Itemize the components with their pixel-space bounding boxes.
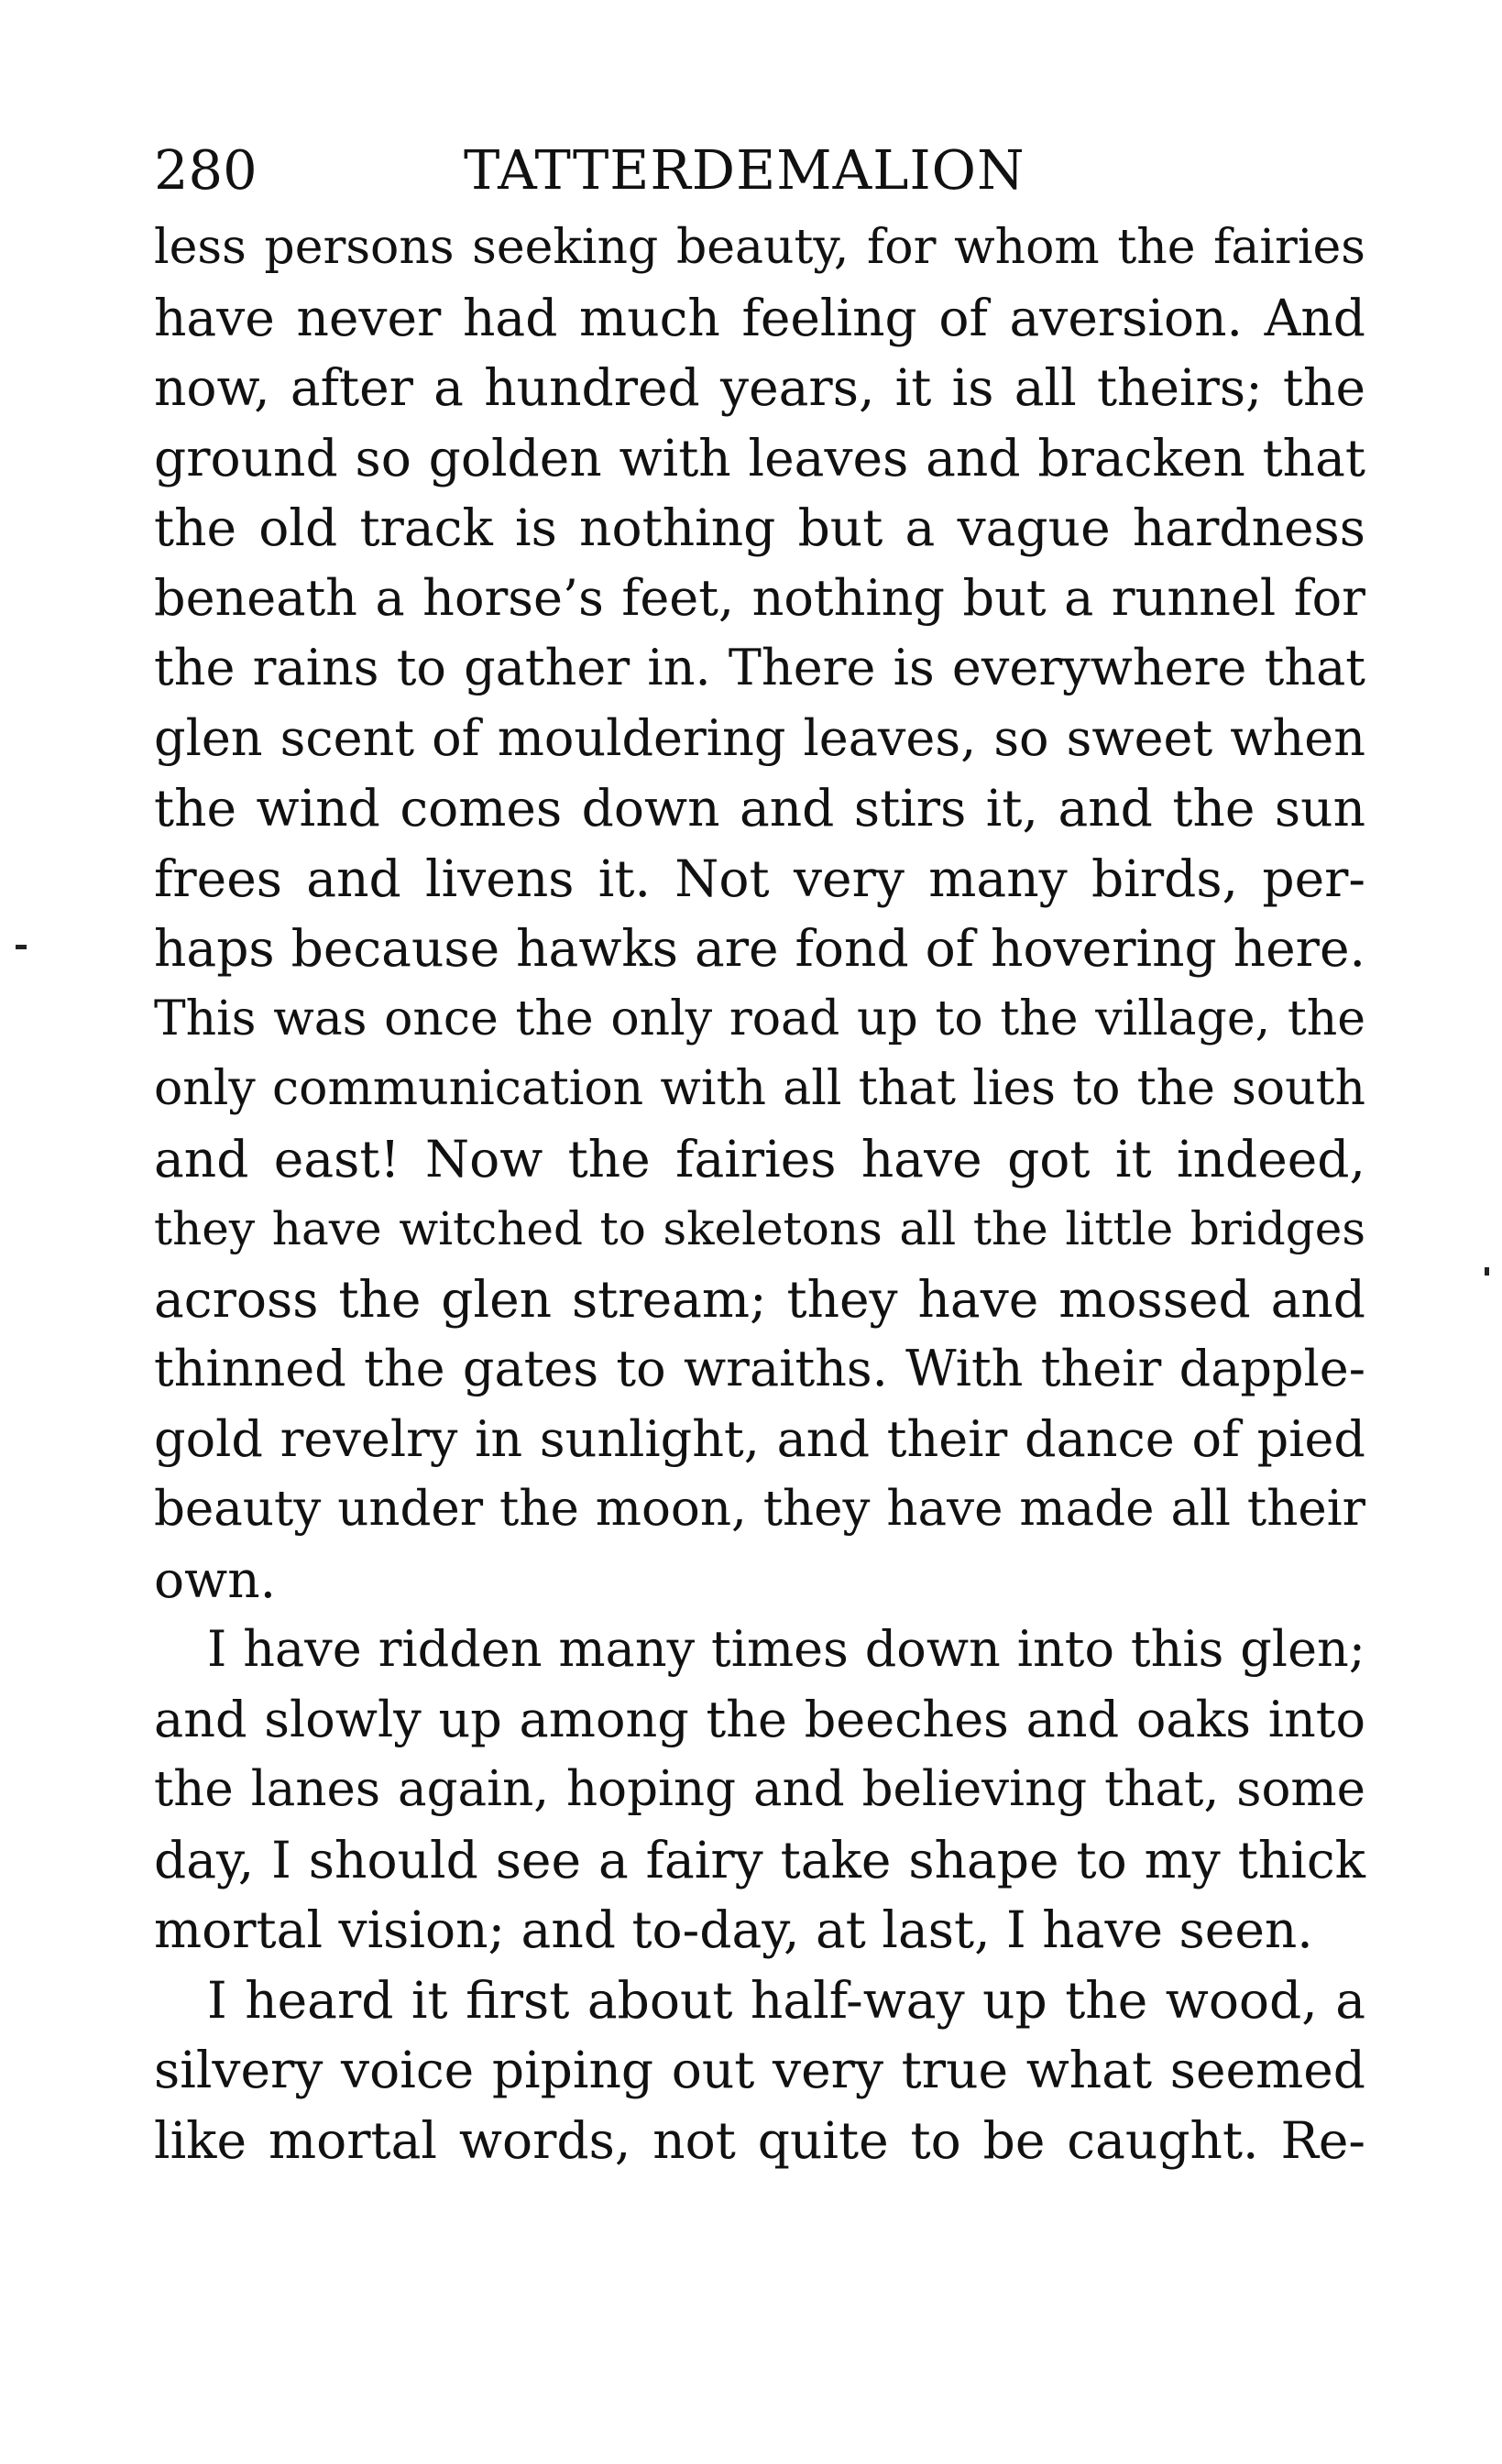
page-number: 280 xyxy=(154,138,258,202)
margin-mark-right xyxy=(1485,1267,1489,1276)
text-line: and east! Now the fairies have got it indeed, xyxy=(154,1129,1365,1188)
text-line: silvery voice piping out very true what seemed xyxy=(154,2041,1365,2099)
text-line: beauty under the moon, they have made all their xyxy=(154,1481,1365,1537)
text-line: only communication with all that lies to the south xyxy=(154,1061,1365,1116)
text-line: frees and livens it. Not very many birds, per- xyxy=(154,849,1365,908)
text-line: the wind comes down and stirs it, and the sun xyxy=(154,779,1365,838)
text-line: beneath a horse’s feet, nothing but a runnel for xyxy=(154,568,1365,627)
text-line: have never had much feeling of aversion. And xyxy=(154,288,1365,347)
text-line: the rains to gather in. There is everywhere that xyxy=(154,639,1365,696)
text-line: gold revelry in sunlight, and their dance of pied xyxy=(154,1409,1365,1468)
text-line: haps because hawks are fond of hovering here. xyxy=(154,919,1365,978)
running-head: TATTERDEMALION xyxy=(464,138,1025,202)
text-line: and slowly up among the beeches and oaks into xyxy=(154,1690,1365,1748)
page-header xyxy=(154,128,1365,213)
text-line: they have witched to skeletons all the little bridges xyxy=(154,1202,1365,1255)
text-line: day, I should see a fairy take shape to my thick xyxy=(154,1830,1365,1889)
text-line: I heard it first about half-way up the wood, a xyxy=(207,1970,1365,2030)
text-line: the lanes again, hoping and believing that, some xyxy=(154,1761,1365,1817)
text-line: the old track is nothing but a vague hardness xyxy=(154,498,1365,557)
text-line: across the glen stream; they have mossed and xyxy=(154,1269,1365,1329)
body-text xyxy=(154,213,1365,2175)
text-line: ground so golden with leaves and bracken that xyxy=(154,428,1365,487)
text-line: now, after a hundred years, it is all theirs; the xyxy=(154,358,1365,417)
text-line: own. xyxy=(154,1550,277,1609)
book-page xyxy=(154,128,1365,2175)
margin-mark-left xyxy=(16,945,27,949)
text-line: mortal vision; and to-day, at last, I have seen. xyxy=(154,1900,1313,1959)
text-line: I have ridden many times down into this glen; xyxy=(207,1620,1365,1678)
text-line: glen scent of mouldering leaves, so sweet when xyxy=(154,708,1365,767)
text-line: thinned the gates to wraiths. With their dapple- xyxy=(154,1340,1365,1397)
text-line: like mortal words, not quite to be caught. Re- xyxy=(154,2110,1365,2170)
text-line: less persons seeking beauty, for whom the fairies xyxy=(154,220,1365,275)
text-line: This was once the only road up to the village, the xyxy=(154,991,1365,1046)
